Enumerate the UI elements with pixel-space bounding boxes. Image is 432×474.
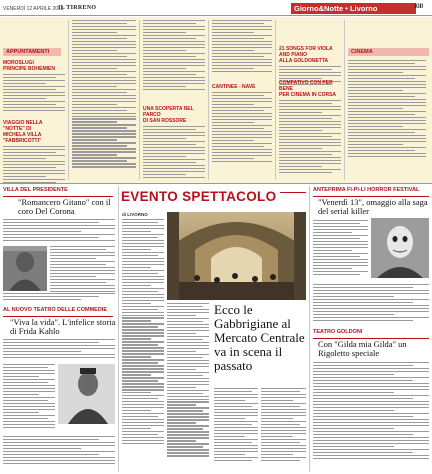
article-text — [3, 219, 115, 245]
listing-title: CANTINEE - NAVE — [212, 84, 256, 90]
center-text-column-4 — [261, 388, 306, 471]
headline-venerdi-13: "Venerdì 13", omaggio alla saga del serial killer — [318, 197, 428, 216]
page-number: XIII — [414, 4, 424, 10]
listing-block-2 — [3, 120, 65, 190]
headline-gabbrigiane: Ecco le Gabbrigiane al Mercato Centrale va in scena il passato — [214, 302, 305, 374]
listing-title: VIAGGIO NELLA "NOTTE" DI — [3, 120, 43, 132]
column-rule — [118, 186, 119, 472]
article-text — [3, 293, 115, 305]
column-rule — [344, 20, 345, 180]
listing-title: UNA SCOPERTA NEL PARCO — [143, 106, 194, 118]
listings-header-left: APPUNTAMENTI — [3, 48, 61, 56]
kicker-teatro-goldoni: TEATRO GOLDONI — [313, 329, 363, 335]
listing-title: COMPATIVO CON PER BENE — [279, 80, 333, 92]
listing-title: PRINCIPE BOHEMIEN — [3, 66, 55, 72]
headline-romancero: "Romancero Gitano" con il coro Del Corona — [18, 197, 111, 216]
photo-romancero — [3, 246, 47, 291]
kicker-teatro-commedie: AL NUOVO TEATRO DELLE COMMEDIE — [3, 307, 107, 313]
band-divider — [0, 183, 432, 184]
listing-title: ALLA GOLDONETTA — [279, 58, 329, 64]
photo-mercato-centrale — [167, 212, 306, 300]
listing-block-6 — [279, 80, 341, 188]
column-rule — [68, 20, 69, 180]
listings-column-3-top — [143, 20, 205, 100]
listing-title: MICHELA VILLA "FABBRICOTTI" — [3, 132, 42, 144]
column-rule — [275, 20, 276, 180]
article-text — [313, 220, 368, 282]
listings-header-right: CINEMA — [348, 48, 429, 56]
masthead-date: VENERDÌ 12 APRILE 2013 — [3, 6, 64, 12]
listing-title: DI SAN ROSSORE — [143, 118, 187, 124]
column-rule — [208, 20, 209, 180]
column-rule — [139, 20, 140, 180]
listings-column-6 — [348, 60, 426, 170]
listing-title: MOROSLUGI — [3, 60, 34, 66]
center-text-column-2 — [167, 303, 209, 471]
evento-banner — [121, 187, 306, 209]
listing-block-4 — [212, 84, 272, 174]
article-text — [3, 339, 115, 363]
article-text — [3, 436, 115, 471]
listing-title: 21 SONGS FOR VIOLA AND PIANO — [279, 46, 333, 58]
article-text — [313, 362, 429, 471]
byline: di LIVORNO — [122, 212, 148, 217]
listings-column-4-top — [212, 20, 272, 82]
listing-title: PER CINEMA IN CORSA — [279, 92, 337, 98]
listing-block-1 — [3, 60, 65, 118]
column-rule — [309, 186, 310, 472]
masthead-rule — [0, 15, 432, 16]
center-text-column-3 — [214, 388, 258, 471]
center-text-column-1 — [122, 219, 164, 471]
photo-frida — [58, 364, 115, 424]
headline-gilda: Con "Gilda mia Gilda" un Rigoletto speciale — [318, 339, 407, 358]
kicker-horror-festival: ANTEPRIMA FI-PI-LI HORROR FESTIVAL — [313, 187, 420, 193]
masthead-newspaper: IL TIRRENO — [58, 5, 97, 11]
evento-title: EVENTO SPETTACOLO — [121, 189, 280, 204]
listing-block-3 — [143, 106, 205, 188]
article-text — [3, 364, 55, 436]
headline-frida: "Viva la vida". L'infelice storia di Frida Kahlo — [10, 317, 116, 336]
photo-horror-mask — [371, 218, 429, 278]
kicker-villa: VILLA DEL PRESIDENTE — [3, 187, 68, 193]
section-banner: Giorno&Notte • Livorno — [291, 3, 416, 14]
article-text — [50, 246, 115, 300]
listings-column-2 — [72, 20, 136, 180]
article-text — [313, 284, 429, 326]
